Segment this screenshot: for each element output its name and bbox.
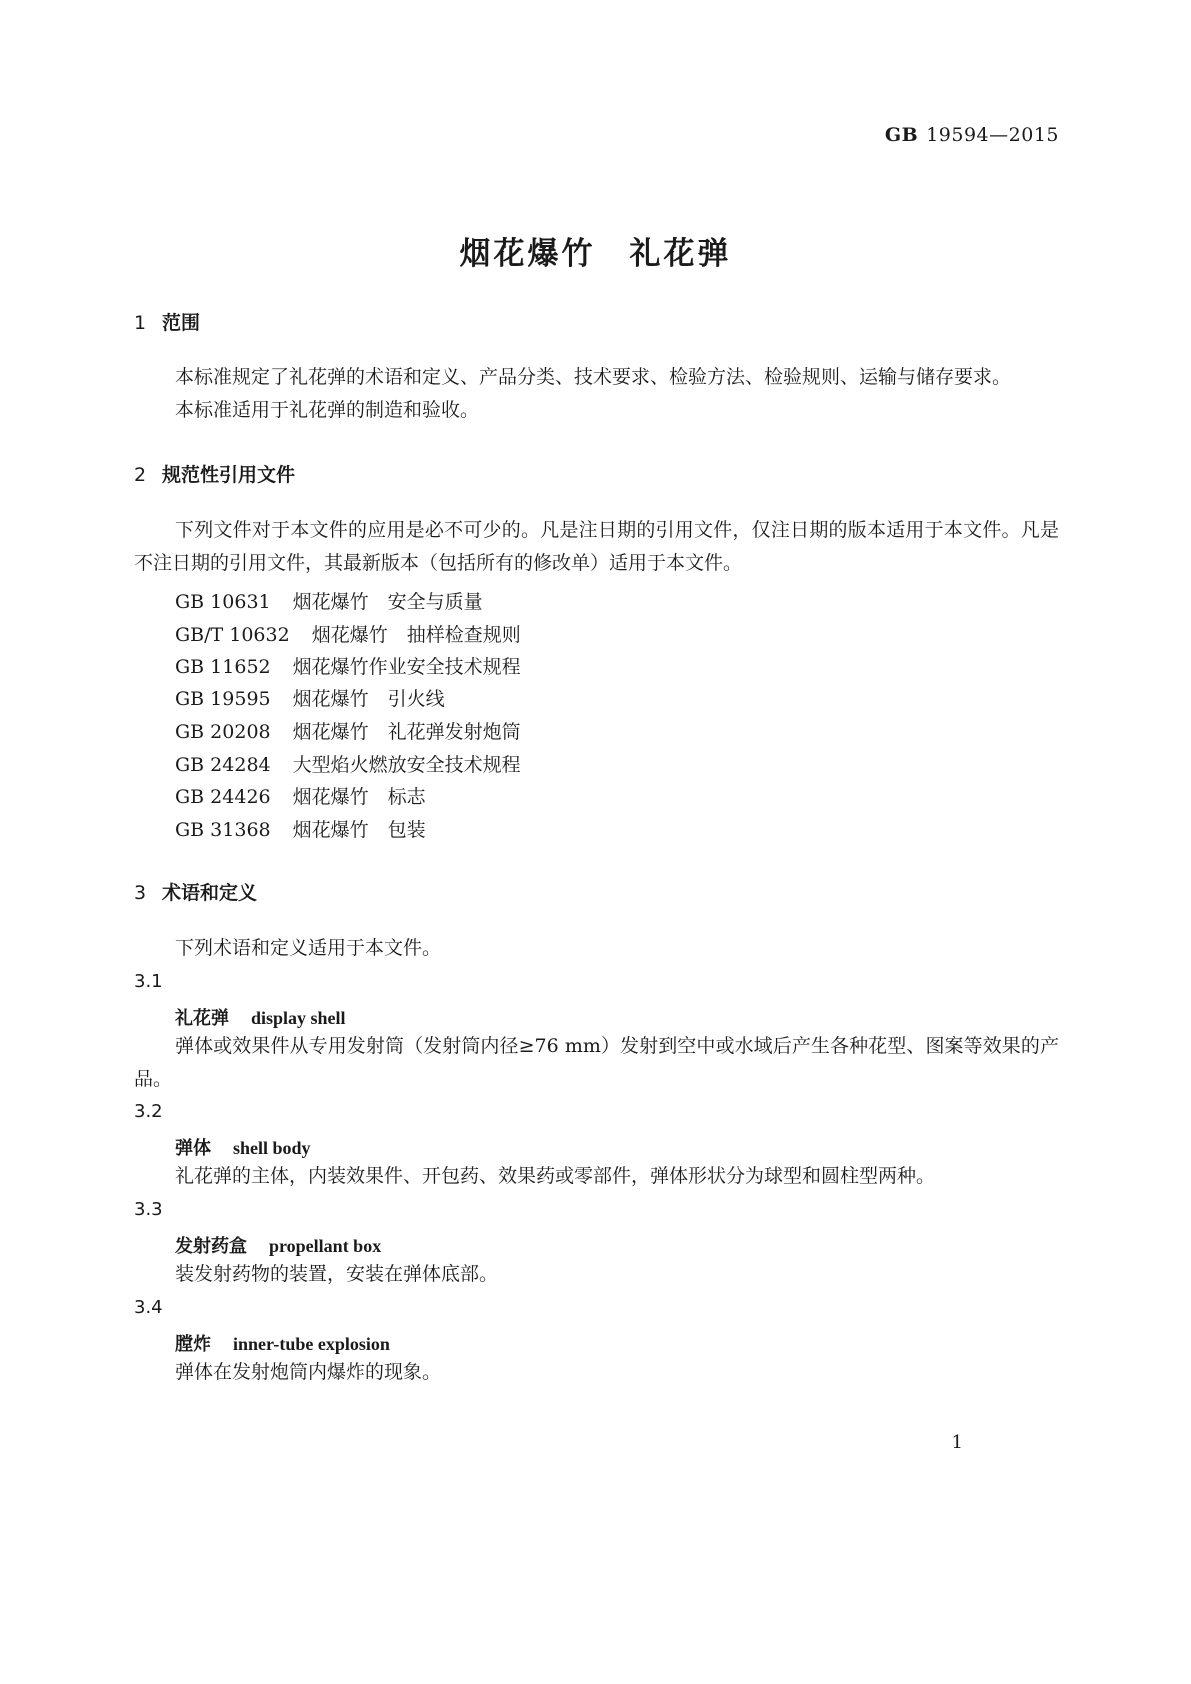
scope-paragraph-2: 本标准适用于礼花弹的制造和验收。: [175, 399, 480, 421]
term-heading: 弹体 shell body: [175, 1138, 311, 1159]
page-number: 1: [951, 1432, 963, 1453]
term-definition: 弹体在发射炮筒内爆炸的现象。: [175, 1361, 442, 1383]
reference-item: GB 10631 烟花爆竹 安全与质量: [175, 591, 483, 613]
terms-intro: 下列术语和定义适用于本文件。: [175, 937, 442, 959]
section-heading-normative-references: 2 规范性引用文件: [134, 464, 296, 486]
scope-paragraph-1: 本标准规定了礼花弹的术语和定义、产品分类、技术要求、检验方法、检验规则、运输与储存要求。: [175, 366, 1012, 388]
term-heading: 礼花弹 display shell: [175, 1008, 346, 1029]
clause-number: 3.2: [134, 1101, 163, 1122]
term-definition: 弹体或效果件从专用发射筒（发射筒内径≥76 mm）发射到空中或水域后产生各种花型、图案等效果的产品。: [134, 1035, 1059, 1090]
reference-item: GB/T 10632 烟花爆竹 抽样检查规则: [175, 624, 521, 646]
section-heading-terms-definitions: 3 术语和定义: [134, 882, 258, 904]
reference-item: GB 20208 烟花爆竹 礼花弹发射炮筒: [175, 721, 521, 743]
reference-item: GB 11652 烟花爆竹作业安全技术规程: [175, 656, 521, 678]
standard-code: GB 19594—2015: [884, 124, 1059, 146]
reference-item: GB 24284 大型焰火燃放安全技术规程: [175, 754, 521, 776]
reference-item: GB 31368 烟花爆竹 包装: [175, 819, 426, 841]
document-title: 烟花爆竹 礼花弹: [459, 236, 732, 272]
term-definition: 装发射药物的装置，安装在弹体底部。: [175, 1263, 499, 1285]
clause-number: 3.1: [134, 971, 163, 992]
term-heading: 膛炸 inner-tube explosion: [175, 1334, 390, 1355]
clause-number: 3.4: [134, 1297, 163, 1318]
clause-number: 3.3: [134, 1199, 163, 1220]
reference-item: GB 19595 烟花爆竹 引火线: [175, 688, 445, 710]
references-intro: 下列文件对于本文件的应用是必不可少的。凡是注日期的引用文件，仅注日期的版本适用于本文件。凡是不注日期的引用文件，其最新版本（包括所有的修改单）适用于本文件。: [134, 519, 1059, 574]
section-heading-scope: 1 范围: [134, 312, 201, 334]
reference-item: GB 24426 烟花爆竹 标志: [175, 786, 426, 808]
term-definition: 礼花弹的主体，内装效果件、开包药、效果药或零部件，弹体形状分为球型和圆柱型两种。: [175, 1165, 936, 1187]
term-heading: 发射药盒 propellant box: [175, 1236, 382, 1257]
